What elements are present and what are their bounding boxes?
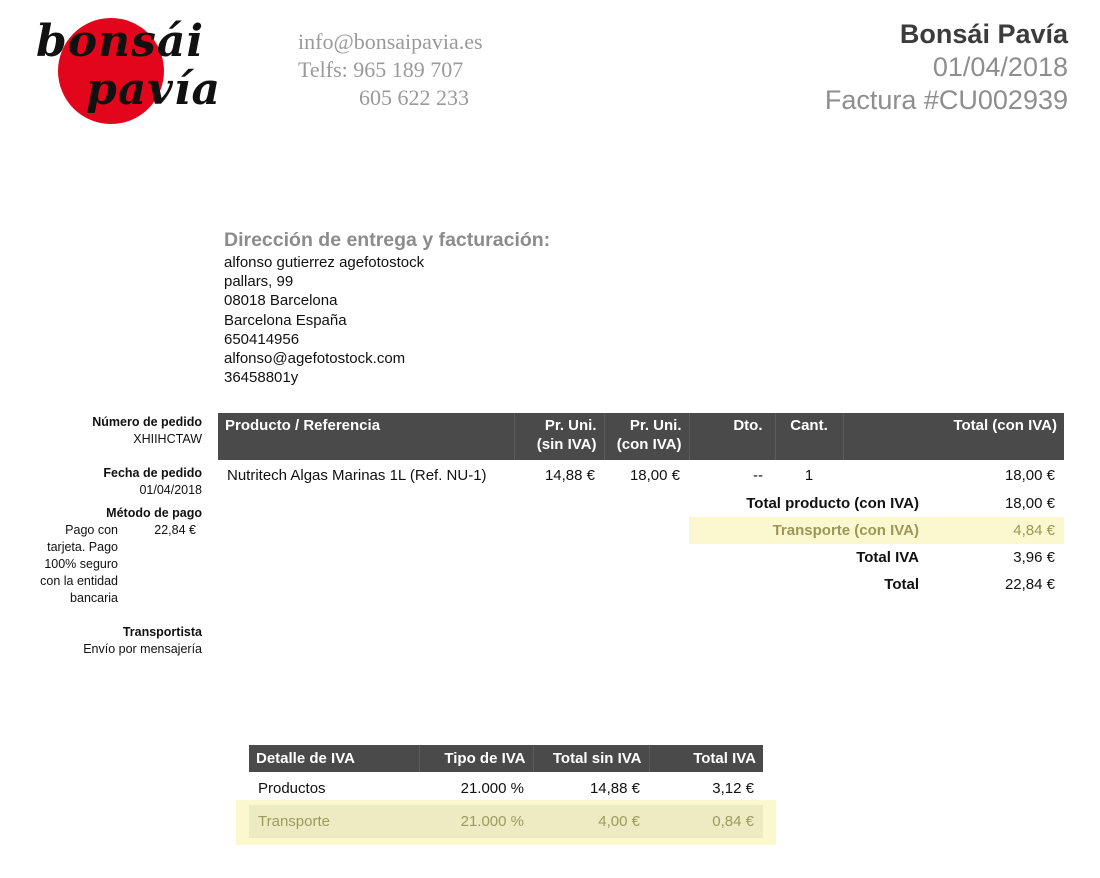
address-line: pallars, 99 — [224, 273, 294, 291]
iva-header: Total sin IVA — [533, 745, 649, 772]
total-row-grand — [218, 571, 1064, 598]
address-line: alfonso@agefotostock.com — [224, 350, 406, 368]
table-row — [249, 772, 763, 805]
order-date-label: Fecha de pedido — [103, 466, 202, 480]
address-line: alfonso gutierrez agefotostock — [224, 254, 425, 271]
address-title: Dirección de entrega y facturación: — [224, 229, 551, 251]
total-label: Transporte (con IVA) — [689, 517, 928, 544]
col-header-discount: Dto. — [689, 413, 775, 460]
col-header-price-in: Pr. Uni. (con IVA) — [604, 413, 689, 460]
total-label: Total IVA — [856, 549, 919, 566]
cell-price-ex: 14,88 € — [544, 466, 595, 484]
address-line: 08018 Barcelona — [224, 292, 338, 310]
payment-amount: 22,84 € — [154, 523, 196, 537]
order-info — [40, 414, 202, 675]
logo-word-1: bonsái — [36, 16, 205, 67]
iva-table — [249, 745, 763, 838]
payment-block — [40, 505, 202, 607]
contact-phone-2: 605 622 233 — [359, 85, 469, 110]
iva-header: Detalle de IVA — [249, 745, 419, 772]
table-row — [249, 805, 763, 838]
carrier-block — [40, 624, 202, 658]
address-line: 650414956 — [224, 330, 300, 348]
total-label: Total producto (con IVA) — [746, 495, 919, 512]
iva-header: Total IVA — [649, 745, 763, 772]
shop-logo — [36, 12, 236, 124]
cell-total: 18,00 € — [1004, 466, 1055, 484]
iva-cell: 21.000 % — [460, 780, 524, 797]
total-value: 22,84 € — [1004, 576, 1055, 593]
payment-method: Pago con tarjeta. Pago 100% seguro con la entidad bancaria — [40, 523, 118, 605]
table-header-row — [218, 413, 1064, 460]
iva-cell: 14,88 € — [589, 780, 640, 797]
cell-qty: 1 — [804, 466, 814, 484]
order-date-block — [40, 465, 202, 499]
address-line: 36458801y — [224, 369, 299, 387]
total-row-products — [218, 490, 1064, 517]
cell-product: Nutritech Algas Marinas 1L (Ref. NU-1) — [227, 466, 487, 484]
iva-cell: 0,84 € — [649, 805, 763, 838]
order-number-block — [40, 414, 202, 448]
contact-info — [298, 28, 483, 112]
contact-phone-1: Telfs: 965 189 707 — [298, 57, 464, 82]
iva-cell: Transporte — [249, 805, 419, 838]
payment-label: Método de pago — [106, 506, 202, 520]
logo-word-2: pavía — [86, 64, 222, 115]
shop-name: Bonsái Pavía — [899, 19, 1068, 49]
iva-header-row — [249, 745, 763, 772]
payment-row — [40, 522, 202, 607]
total-value: 3,96 € — [1013, 549, 1055, 566]
col-header-price-ex: Pr. Uni. (sin IVA) — [514, 413, 604, 460]
col-header-total: Total (con IVA) — [843, 413, 1064, 460]
total-row-iva — [218, 544, 1064, 571]
col-header-qty: Cant. — [775, 413, 843, 460]
carrier-value: Envío por mensajería — [83, 642, 202, 656]
invoice-number: Factura #CU002939 — [824, 85, 1068, 115]
col-header-product: Producto / Referencia — [218, 413, 514, 460]
cell-discount: -- — [753, 466, 763, 484]
address-line: Barcelona España — [224, 311, 347, 329]
carrier-label: Transportista — [122, 625, 202, 639]
invoice-header — [825, 18, 1068, 117]
iva-cell: Productos — [258, 780, 326, 797]
table-row — [218, 460, 1064, 490]
total-row-shipping — [218, 517, 1064, 544]
total-value: 4,84 € — [928, 517, 1064, 544]
total-label: Total — [884, 576, 919, 593]
order-number-value: XHIIHCTAW — [133, 432, 202, 446]
order-number-label: Número de pedido — [92, 415, 202, 429]
iva-cell: 3,12 € — [712, 780, 754, 797]
iva-cell: 21.000 % — [419, 805, 533, 838]
iva-cell: 4,00 € — [533, 805, 649, 838]
order-date-value: 01/04/2018 — [139, 483, 202, 497]
total-value: 18,00 € — [1004, 495, 1055, 512]
iva-header: Tipo de IVA — [419, 745, 533, 772]
invoice-date: 01/04/2018 — [932, 52, 1068, 82]
contact-email: info@bonsaipavia.es — [298, 29, 483, 54]
products-table — [218, 413, 1064, 598]
delivery-address — [224, 228, 550, 387]
cell-price-in: 18,00 € — [629, 466, 680, 484]
